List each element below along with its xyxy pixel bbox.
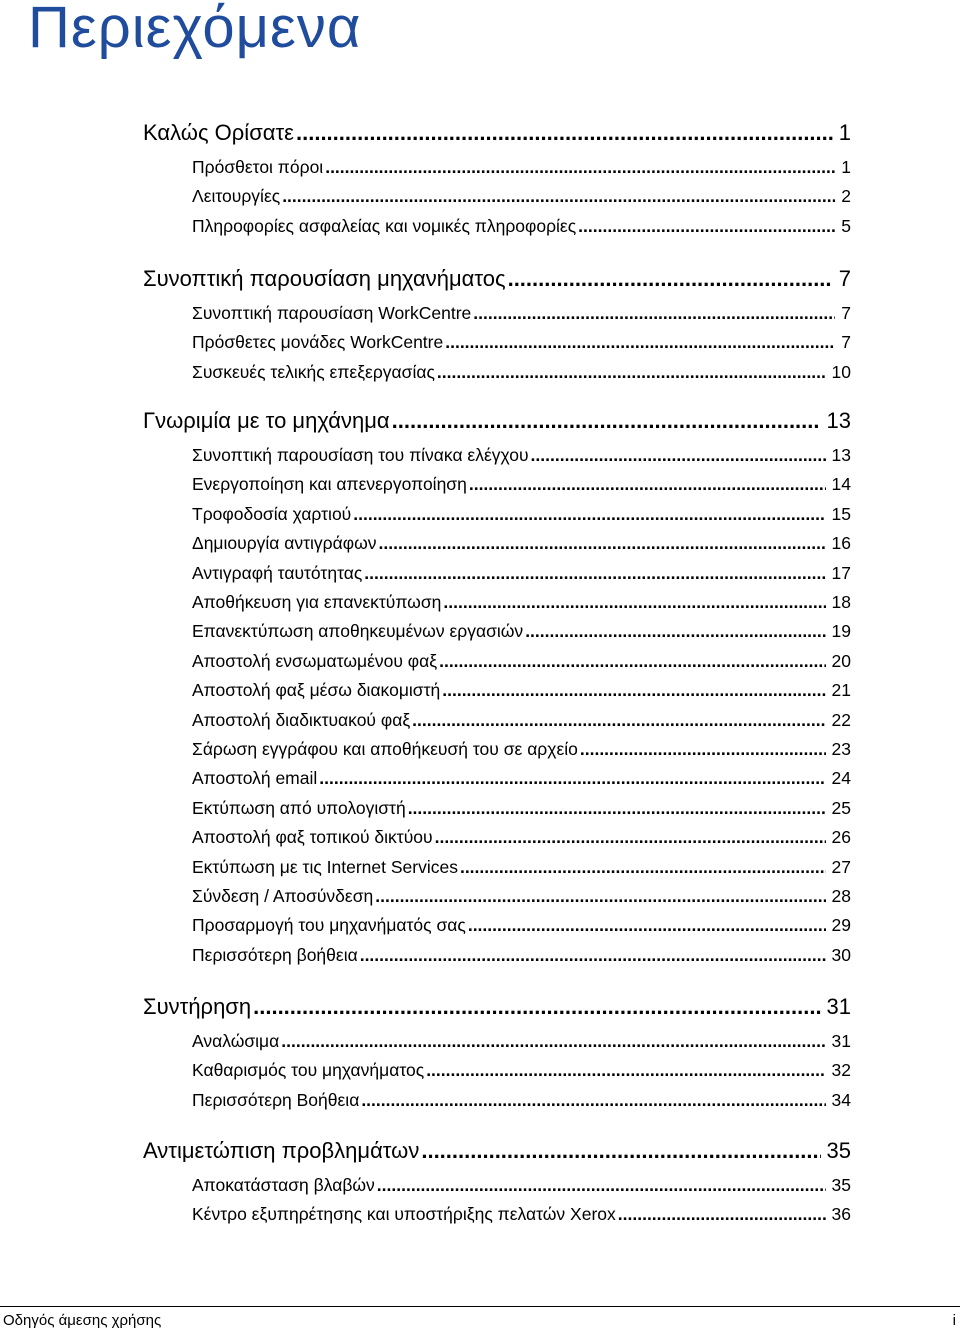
toc-section-title: Προσαρμογή του μηχανήματός σας <box>192 915 466 936</box>
toc-section-page: 2 <box>841 186 851 207</box>
toc-section-page: 24 <box>831 768 851 789</box>
toc-section-page: 14 <box>831 474 851 495</box>
toc-leader-dots <box>281 1031 825 1052</box>
toc-section-entry[interactable] <box>192 362 851 388</box>
toc-section-entry[interactable] <box>192 739 851 765</box>
toc-section-title: Καθαρισμός του μηχανήματος <box>192 1060 425 1081</box>
toc-section-title: Σύνδεση / Αποσύνδεση <box>192 886 374 906</box>
toc-leader-dots <box>426 1060 825 1081</box>
toc-section-page: 34 <box>831 1089 851 1110</box>
toc-section-title: Πληροφορίες ασφαλείας και νομικές πληροφορίες <box>192 215 577 236</box>
toc-section-entry[interactable] <box>192 533 851 559</box>
toc-leader-dots <box>379 533 826 554</box>
toc-leader-dots <box>361 1090 825 1111</box>
toc-section-entry[interactable] <box>192 504 851 530</box>
toc-section-entry[interactable] <box>192 621 851 647</box>
toc-section-entry[interactable] <box>192 915 851 941</box>
toc-section-page: 26 <box>831 827 851 848</box>
toc-section-entry[interactable] <box>192 563 851 589</box>
toc-section-title: Κέντρο εξυπηρέτησης και υποστήριξης πελατών Xerox <box>192 1204 616 1225</box>
toc-section-entry[interactable] <box>192 186 851 212</box>
toc-section-page: 25 <box>831 797 851 818</box>
toc-section-title: Αποστολή διαδικτυακού φαξ <box>192 709 411 730</box>
toc-section-page: 21 <box>831 680 851 701</box>
toc-section-title: Αντιγραφή ταυτότητας <box>192 562 363 583</box>
toc-section-title: Περισσότερη βοήθεια <box>192 944 358 965</box>
toc-section-page: 7 <box>841 303 851 323</box>
toc-leader-dots <box>353 504 825 525</box>
page-title: Περιεχόμενα <box>28 0 362 60</box>
toc-section-entry[interactable] <box>192 303 851 329</box>
toc-section-title: Περισσότερη Βοήθεια <box>192 1089 360 1110</box>
toc-section-page: 28 <box>831 886 851 906</box>
toc-chapter-page: 35 <box>826 1138 851 1163</box>
toc-section-entry[interactable] <box>192 592 851 618</box>
toc-section-entry[interactable] <box>192 886 851 912</box>
toc-section-title: Συνοπτική παρουσίαση του πίνακα ελέγχου <box>192 445 529 465</box>
footer-divider <box>0 1306 960 1307</box>
toc-leader-dots <box>525 621 825 642</box>
toc-leader-dots <box>618 1204 826 1225</box>
toc-section-page: 31 <box>831 1031 851 1051</box>
toc-chapter-page: 7 <box>838 266 851 291</box>
toc-section-title: Εκτύπωση από υπολογιστή <box>192 797 406 818</box>
toc-section-page: 22 <box>831 709 851 730</box>
toc-section-entry[interactable] <box>192 157 851 183</box>
toc-section-entry[interactable] <box>192 216 851 242</box>
toc-section-title: Επανεκτύπωση αποθηκευμένων εργασιών <box>192 621 524 642</box>
toc-leader-dots <box>364 563 825 584</box>
toc-section-entry[interactable] <box>192 332 851 358</box>
toc-section-title: Συσκευές τελικής επεξεργασίας <box>192 361 435 382</box>
toc-chapter-title: Γνωριμία με το μηχάνημα <box>143 408 390 433</box>
toc-section-title: Ενεργοποίηση και απενεργοποίηση <box>192 474 467 495</box>
toc-section-page: 15 <box>831 503 851 524</box>
toc-section-entry[interactable] <box>192 768 851 794</box>
toc-chapter-entry[interactable] <box>143 994 851 1026</box>
toc-section-page: 30 <box>831 944 851 965</box>
toc-chapter-page: 1 <box>838 120 851 145</box>
toc-section-page: 16 <box>831 533 851 554</box>
toc-section-entry[interactable] <box>192 710 851 736</box>
toc-leader-dots <box>421 1138 820 1164</box>
toc-section-page: 19 <box>831 621 851 642</box>
toc-section-page: 10 <box>831 361 851 382</box>
toc-section-title: Πρόσθετοι πόροι <box>192 157 324 177</box>
toc-section-page: 29 <box>831 915 851 936</box>
toc-section-page: 35 <box>831 1175 851 1195</box>
toc-leader-dots <box>360 945 826 966</box>
toc-section-page: 18 <box>831 592 851 612</box>
toc-section-page: 23 <box>831 739 851 759</box>
toc-section-entry[interactable] <box>192 474 851 500</box>
toc-chapter-page: 13 <box>826 408 851 433</box>
toc-section-title: Τροφοδοσία χαρτιού <box>192 503 352 524</box>
toc-section-page: 36 <box>831 1204 851 1225</box>
toc-leader-dots <box>469 474 826 495</box>
toc-section-entry[interactable] <box>192 1090 851 1116</box>
toc-section-entry[interactable] <box>192 445 851 471</box>
toc-section-title: Αποθήκευση για επανεκτύπωση <box>192 592 442 612</box>
toc-leader-dots <box>468 915 826 936</box>
toc-chapter-title: Καλώς Ορίσατε <box>143 120 294 145</box>
toc-leader-dots <box>377 1175 826 1196</box>
toc-leader-dots <box>508 266 833 292</box>
toc-section-entry[interactable] <box>192 680 851 706</box>
toc-chapter-title: Αντιμετώπιση προβλημάτων <box>143 1138 420 1163</box>
toc-section-title: Εκτύπωση με τις Internet Services <box>192 856 458 877</box>
toc-chapter-title: Συντήρηση <box>143 994 252 1019</box>
toc-section-page: 5 <box>841 215 851 236</box>
toc-leader-dots <box>580 739 826 760</box>
toc-leader-dots <box>439 651 825 672</box>
toc-section-page: 27 <box>831 856 851 877</box>
toc-leader-dots <box>325 157 835 178</box>
toc-section-title: Αποστολή ενσωματωμένου φαξ <box>192 650 438 671</box>
toc-section-entry[interactable] <box>192 857 851 883</box>
toc-leader-dots <box>437 362 826 383</box>
toc-leader-dots <box>460 857 826 878</box>
toc-leader-dots <box>442 680 825 701</box>
toc-chapter-title: Συνοπτική παρουσίαση μηχανήματος <box>143 266 506 291</box>
toc-section-title: Αποστολή φαξ μέσω διακομιστή <box>192 680 441 701</box>
toc-leader-dots <box>412 710 825 731</box>
toc-section-page: 13 <box>831 445 851 465</box>
toc-leader-dots <box>408 798 826 819</box>
toc-section-entry[interactable] <box>192 651 851 677</box>
toc-section-title: Συνοπτική παρουσίαση WorkCentre <box>192 303 472 323</box>
toc-section-page: 7 <box>841 332 851 353</box>
toc-section-entry[interactable] <box>192 945 851 971</box>
toc-section-title: Αποστολή φαξ τοπικού δικτύου <box>192 827 433 848</box>
toc-leader-dots <box>435 827 826 848</box>
toc-section-entry[interactable] <box>192 827 851 853</box>
toc-section-page: 32 <box>831 1060 851 1081</box>
toc-section-title: Δημιουργία αντιγράφων <box>192 533 377 554</box>
toc-section-title: Αποκατάσταση βλαβών <box>192 1175 375 1195</box>
toc-leader-dots <box>531 445 826 466</box>
toc-chapter-entry[interactable] <box>143 408 851 440</box>
toc-section-title: Σάρωση εγγράφου και αποθήκευσή του σε αρχείο <box>192 739 578 759</box>
toc-section-title: Αποστολή email <box>192 768 318 789</box>
toc-chapter-entry[interactable] <box>143 266 851 298</box>
toc-leader-dots <box>253 994 820 1020</box>
toc-section-entry[interactable] <box>192 1031 851 1057</box>
toc-section-title: Αναλώσιμα <box>192 1031 280 1051</box>
toc-section-page: 1 <box>841 157 851 177</box>
toc-section-entry[interactable] <box>192 1060 851 1086</box>
toc-leader-dots <box>445 332 835 353</box>
toc-section-title: Λειτουργίες <box>192 186 281 207</box>
toc-leader-dots <box>443 592 825 613</box>
toc-chapter-entry[interactable] <box>143 120 851 152</box>
toc-section-page: 17 <box>831 562 851 583</box>
toc-leader-dots <box>578 216 835 237</box>
toc-section-entry[interactable] <box>192 1175 851 1201</box>
toc-leader-dots <box>296 120 833 146</box>
toc-leader-dots <box>473 303 835 324</box>
footer-document-title: Οδηγός άμεσης χρήσης <box>3 1312 162 1329</box>
toc-leader-dots <box>319 768 825 789</box>
toc-section-page: 20 <box>831 650 851 671</box>
toc-chapter-page: 31 <box>826 994 851 1019</box>
toc-leader-dots <box>392 408 821 434</box>
toc-section-entry[interactable] <box>192 1204 851 1230</box>
toc-section-entry[interactable] <box>192 798 851 824</box>
toc-leader-dots <box>375 886 825 907</box>
toc-section-title: Πρόσθετες μονάδες WorkCentre <box>192 332 444 353</box>
toc-leader-dots <box>282 186 835 207</box>
footer-page-number: i <box>952 1312 956 1329</box>
toc-chapter-entry[interactable] <box>143 1138 851 1170</box>
